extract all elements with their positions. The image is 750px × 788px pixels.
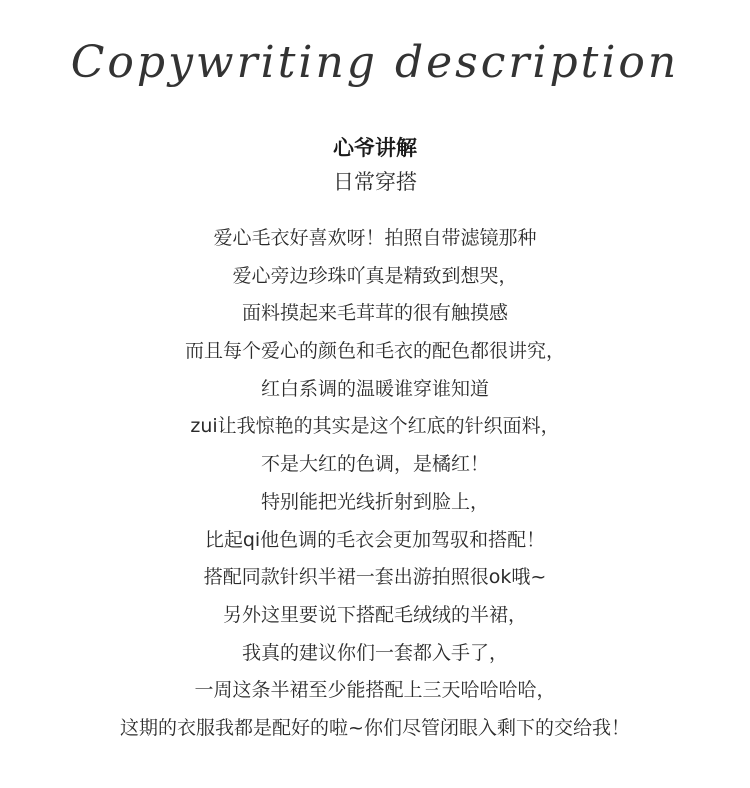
description-line: 这期的衣服我都是配好的啦~你们尽管闭眼入剩下的交给我！ (120, 716, 630, 739)
description-text (0, 220, 750, 748)
description-line: 而且每个爱心的颜色和毛衣的配色都很讲究， (184, 340, 565, 363)
script-title: Copywriting description (70, 37, 680, 88)
description-line: 比起qi他色调的毛衣会更加驾驭和搭配！ (204, 528, 546, 551)
description-line: 另外这里要说下搭配毛绒绒的半裙， (222, 603, 527, 626)
description-line: 搭配同款针织半裙一套出游拍照很ok哦~ (203, 566, 547, 589)
description-line: 爱心毛衣好喜欢呀！拍照自带滤镜那种 (213, 227, 537, 249)
description-line: 爱心旁边珍珠吖真是精致到想哭， (232, 264, 518, 287)
description-line: 一周这条半裙至少能搭配上三天哈哈哈哈， (194, 679, 556, 702)
description-line: 面料摸起来毛茸茸的很有触摸感 (241, 302, 508, 325)
description-line: zui让我惊艳的其实是这个红底的针织面料， (190, 415, 560, 438)
description-line: 我真的建议你们一套都入手了， (241, 641, 508, 664)
description-line: 不是大红的色调，是橘红！ (260, 453, 489, 476)
section-subheading: 日常穿搭 (333, 170, 417, 194)
section-heading: 心爷讲解 (333, 136, 417, 160)
description-line: 特别能把光线折射到脸上， (260, 490, 489, 513)
description-line: 红白系调的温暖谁穿谁知道 (260, 377, 489, 400)
